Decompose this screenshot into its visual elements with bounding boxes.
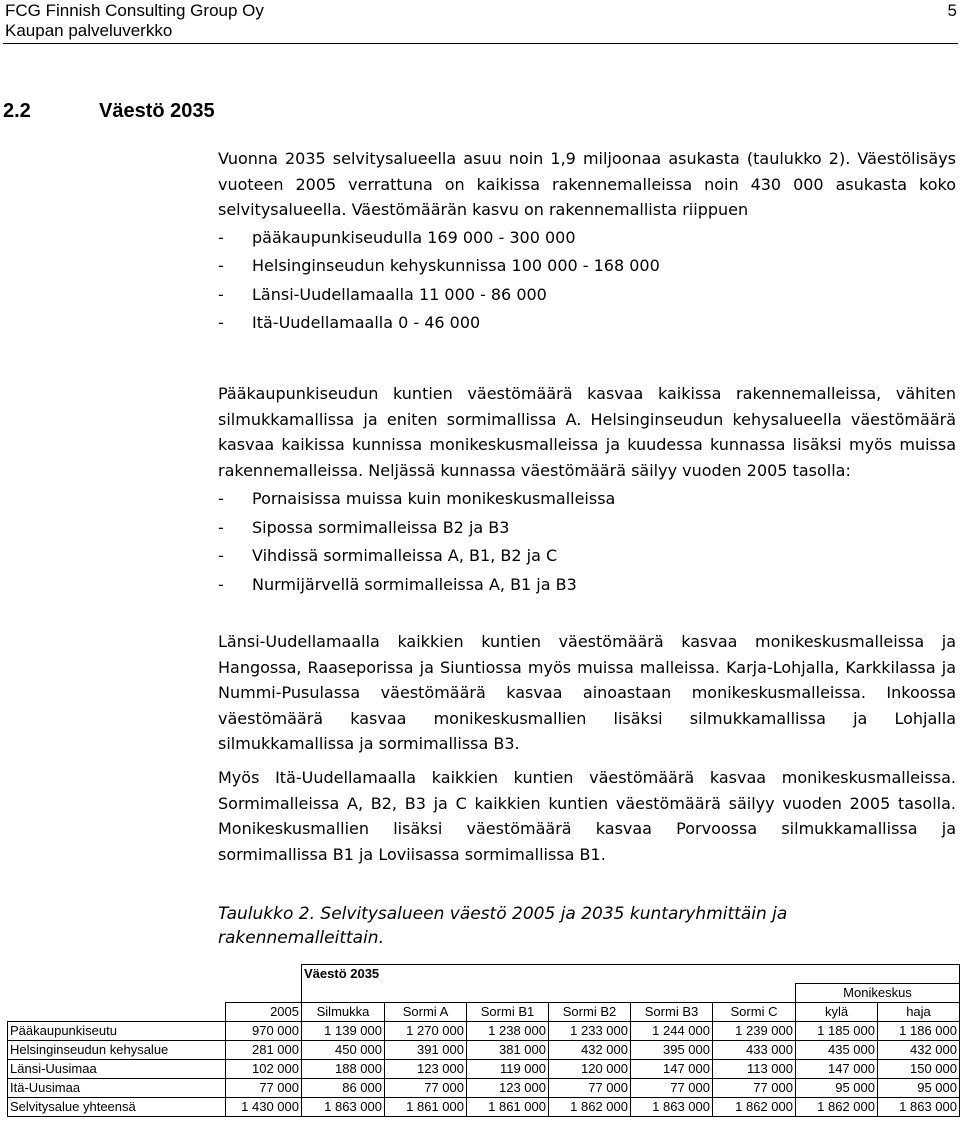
cell: 77 000 bbox=[385, 1079, 467, 1098]
cell: 432 000 bbox=[549, 1041, 631, 1060]
list-item: - Helsinginseudun kehyskunnissa 100 000 - 168 000 bbox=[218, 256, 660, 275]
cell: 1 863 000 bbox=[302, 1098, 385, 1117]
cell: 119 000 bbox=[467, 1060, 549, 1079]
cell: 150 000 bbox=[878, 1060, 960, 1079]
list-item-text: Helsinginseudun kehyskunnissa 100 000 - 168 000 bbox=[252, 256, 660, 275]
row-label: Länsi-Uusimaa bbox=[8, 1060, 226, 1079]
table-caption: Taulukko 2. Selvitysalueen väestö 2005 ja 2035 kuntaryhmittäin ja rakennemalleittain. bbox=[218, 904, 788, 948]
section-number: 2.2 bbox=[3, 100, 31, 122]
cell: 450 000 bbox=[302, 1041, 385, 1060]
paragraph-2: Pääkaupunkiseudun kuntien väestömäärä kasvaa kaikissa rakennemalleissa, vähiten silmukkamallissa ja eniten sormimallissa A. Helsinginseudun kehysalueella väestömäärä kasvaa kaikissa kunnissa monikeskusmalleissa ja kuudessa kunnassa lisäksi myös muissa rakennemalleissa. Neljässä kunnassa väestömäärä säilyy vuoden 2005 tasolla: bbox=[218, 384, 956, 480]
cell: 1 430 000 bbox=[226, 1098, 302, 1117]
cell: 435 000 bbox=[796, 1041, 878, 1060]
list-item: - Itä-Uudellamaalla 0 - 46 000 bbox=[218, 313, 481, 332]
cell: 1 186 000 bbox=[878, 1022, 960, 1041]
cell: 86 000 bbox=[302, 1079, 385, 1098]
population-table bbox=[7, 964, 960, 1117]
cell: 1 139 000 bbox=[302, 1022, 385, 1041]
cell: 147 000 bbox=[796, 1060, 878, 1079]
list-item-text: Nurmijärvellä sormimalleissa A, B1 ja B3 bbox=[252, 574, 577, 594]
list-item: - Länsi-Uudellamaalla 11 000 - 86 000 bbox=[218, 284, 547, 304]
cell: 1 861 000 bbox=[467, 1098, 549, 1117]
cell: 433 000 bbox=[713, 1041, 796, 1060]
list-item-text: Itä-Uudellamaalla 0 - 46 000 bbox=[252, 313, 481, 332]
table-column-header-row bbox=[8, 1003, 960, 1022]
table-row bbox=[8, 1041, 960, 1060]
list-item-text: Sipossa sormimalleissa B2 ja B3 bbox=[252, 517, 510, 537]
table-subheader-row bbox=[8, 984, 960, 1003]
cell: 120 000 bbox=[549, 1060, 631, 1079]
column-header: Silmukka bbox=[302, 1003, 385, 1022]
cell: 77 000 bbox=[549, 1079, 631, 1098]
cell: 77 000 bbox=[631, 1079, 713, 1098]
table-row bbox=[8, 1022, 960, 1041]
list-item: - pääkaupunkiseudulla 169 000 - 300 000 bbox=[218, 227, 576, 247]
cell: 395 000 bbox=[631, 1041, 713, 1060]
column-header: kylä bbox=[796, 1003, 878, 1022]
cell: 123 000 bbox=[385, 1060, 467, 1079]
column-header: Sormi B3 bbox=[631, 1003, 713, 1022]
list-item: - Pornaisissa muissa kuin monikeskusmalleissa bbox=[218, 489, 616, 508]
column-header: 2005 bbox=[226, 1003, 302, 1022]
list-item-text: Länsi-Uudellamaalla 11 000 - 86 000 bbox=[252, 284, 547, 304]
row-label: Selvitysalue yhteensä bbox=[8, 1098, 226, 1117]
cell: 95 000 bbox=[796, 1079, 878, 1098]
list-item: - Nurmijärvellä sormimalleissa A, B1 ja B3 bbox=[218, 574, 577, 594]
list-item: - Vihdissä sormimalleissa A, B1, B2 ja C bbox=[218, 546, 558, 565]
row-label: Helsinginseudun kehysalue bbox=[8, 1041, 226, 1060]
row-label: Itä-Uusimaa bbox=[8, 1079, 226, 1098]
cell: 1 862 000 bbox=[713, 1098, 796, 1117]
intro-list bbox=[218, 224, 956, 338]
cell: 1 861 000 bbox=[385, 1098, 467, 1117]
list-item-text: pääkaupunkiseudulla 169 000 - 300 000 bbox=[252, 227, 576, 247]
group-header: Väestö 2035 bbox=[302, 965, 960, 984]
list-item-text: Vihdissä sormimalleissa A, B1, B2 ja C bbox=[252, 546, 558, 565]
paragraph-3: Länsi-Uudellamaalla kaikkien kuntien väestömäärä kasvaa monikeskusmalleissa ja Hangossa, Raaseporissa ja Siuntiossa myös muissa malleissa. Karja-Lohjalla, Karkkilassa ja Nummi-Pusulassa väestömäärä kasvaa ainoastaan monikeskusmalleissa. Inkoossa väestömäärä kasvaa monikeskusmallien lisäksi silmukkamallissa ja Lohjalla silmukkamallissa ja sormimallissa B3. bbox=[218, 632, 956, 753]
cell: 1 239 000 bbox=[713, 1022, 796, 1041]
column-header: Sormi A bbox=[385, 1003, 467, 1022]
column-header: Sormi B2 bbox=[549, 1003, 631, 1022]
cell: 970 000 bbox=[226, 1022, 302, 1041]
cell: 1 185 000 bbox=[796, 1022, 878, 1041]
section-heading bbox=[3, 100, 215, 123]
paragraph-4: Myös Itä-Uudellamaalla kaikkien kuntien väestömäärä kasvaa monikeskusmalleissa. Sormimalleissa A, B2, B3 ja C kaikkien kuntien väestömäärä säilyy vuoden 2005 tasolla. Monikeskusmallien lisäksi väestömäärä kasvaa Porvoossa silmukkamallissa ja sormimallissa B1 ja Loviisassa sormimallissa B1. bbox=[218, 768, 956, 864]
cell: 123 000 bbox=[467, 1079, 549, 1098]
cell: 1 233 000 bbox=[549, 1022, 631, 1041]
cell: 1 863 000 bbox=[631, 1098, 713, 1117]
cell: 95 000 bbox=[878, 1079, 960, 1098]
cell: 1 862 000 bbox=[796, 1098, 878, 1117]
header-company: FCG Finnish Consulting Group Oy bbox=[5, 1, 264, 20]
paragraph-2-block bbox=[218, 381, 956, 599]
monikeskus-header: Monikeskus bbox=[796, 984, 960, 1003]
header-document: Kaupan palveluverkko bbox=[5, 21, 173, 40]
cell: 432 000 bbox=[878, 1041, 960, 1060]
paragraph-3-block bbox=[218, 629, 956, 757]
cell: 77 000 bbox=[713, 1079, 796, 1098]
intro-paragraph: Vuonna 2035 selvitysalueella asuu noin 1,9 miljoonaa asukasta (taulukko 2). Väestölisäys vuoteen 2005 verrattuna on kaikissa rakennemalleissa noin 430 000 asukasta koko selvitysalueella. Väestömäärän kasvu on rakennemallista riippuen bbox=[218, 149, 956, 219]
cell: 381 000 bbox=[467, 1041, 549, 1060]
cell: 113 000 bbox=[713, 1060, 796, 1079]
cell: 102 000 bbox=[226, 1060, 302, 1079]
list-item-text: Pornaisissa muissa kuin monikeskusmalleissa bbox=[252, 489, 616, 508]
page-number: 5 bbox=[947, 1, 957, 20]
cell: 1 238 000 bbox=[467, 1022, 549, 1041]
cell: 147 000 bbox=[631, 1060, 713, 1079]
list-item: - Sipossa sormimalleissa B2 ja B3 bbox=[218, 517, 510, 537]
table-row bbox=[8, 1060, 960, 1079]
paragraph-2-list bbox=[218, 485, 956, 599]
paragraph-4-block bbox=[218, 765, 956, 867]
cell: 1 863 000 bbox=[878, 1098, 960, 1117]
column-header: Sormi C bbox=[713, 1003, 796, 1022]
column-header: Sormi B1 bbox=[467, 1003, 549, 1022]
table-row bbox=[8, 1079, 960, 1098]
cell: 281 000 bbox=[226, 1041, 302, 1060]
cell: 391 000 bbox=[385, 1041, 467, 1060]
section-title: Väestö 2035 bbox=[99, 100, 215, 122]
cell: 77 000 bbox=[226, 1079, 302, 1098]
column-header: haja bbox=[878, 1003, 960, 1022]
cell: 1 270 000 bbox=[385, 1022, 467, 1041]
row-label: Pääkaupunkiseutu bbox=[8, 1022, 226, 1041]
cell: 1 244 000 bbox=[631, 1022, 713, 1041]
table-group-header-row bbox=[8, 965, 960, 984]
header-divider bbox=[3, 43, 958, 44]
cell: 188 000 bbox=[302, 1060, 385, 1079]
table-row bbox=[8, 1098, 960, 1117]
cell: 1 862 000 bbox=[549, 1098, 631, 1117]
intro-block bbox=[218, 146, 956, 338]
